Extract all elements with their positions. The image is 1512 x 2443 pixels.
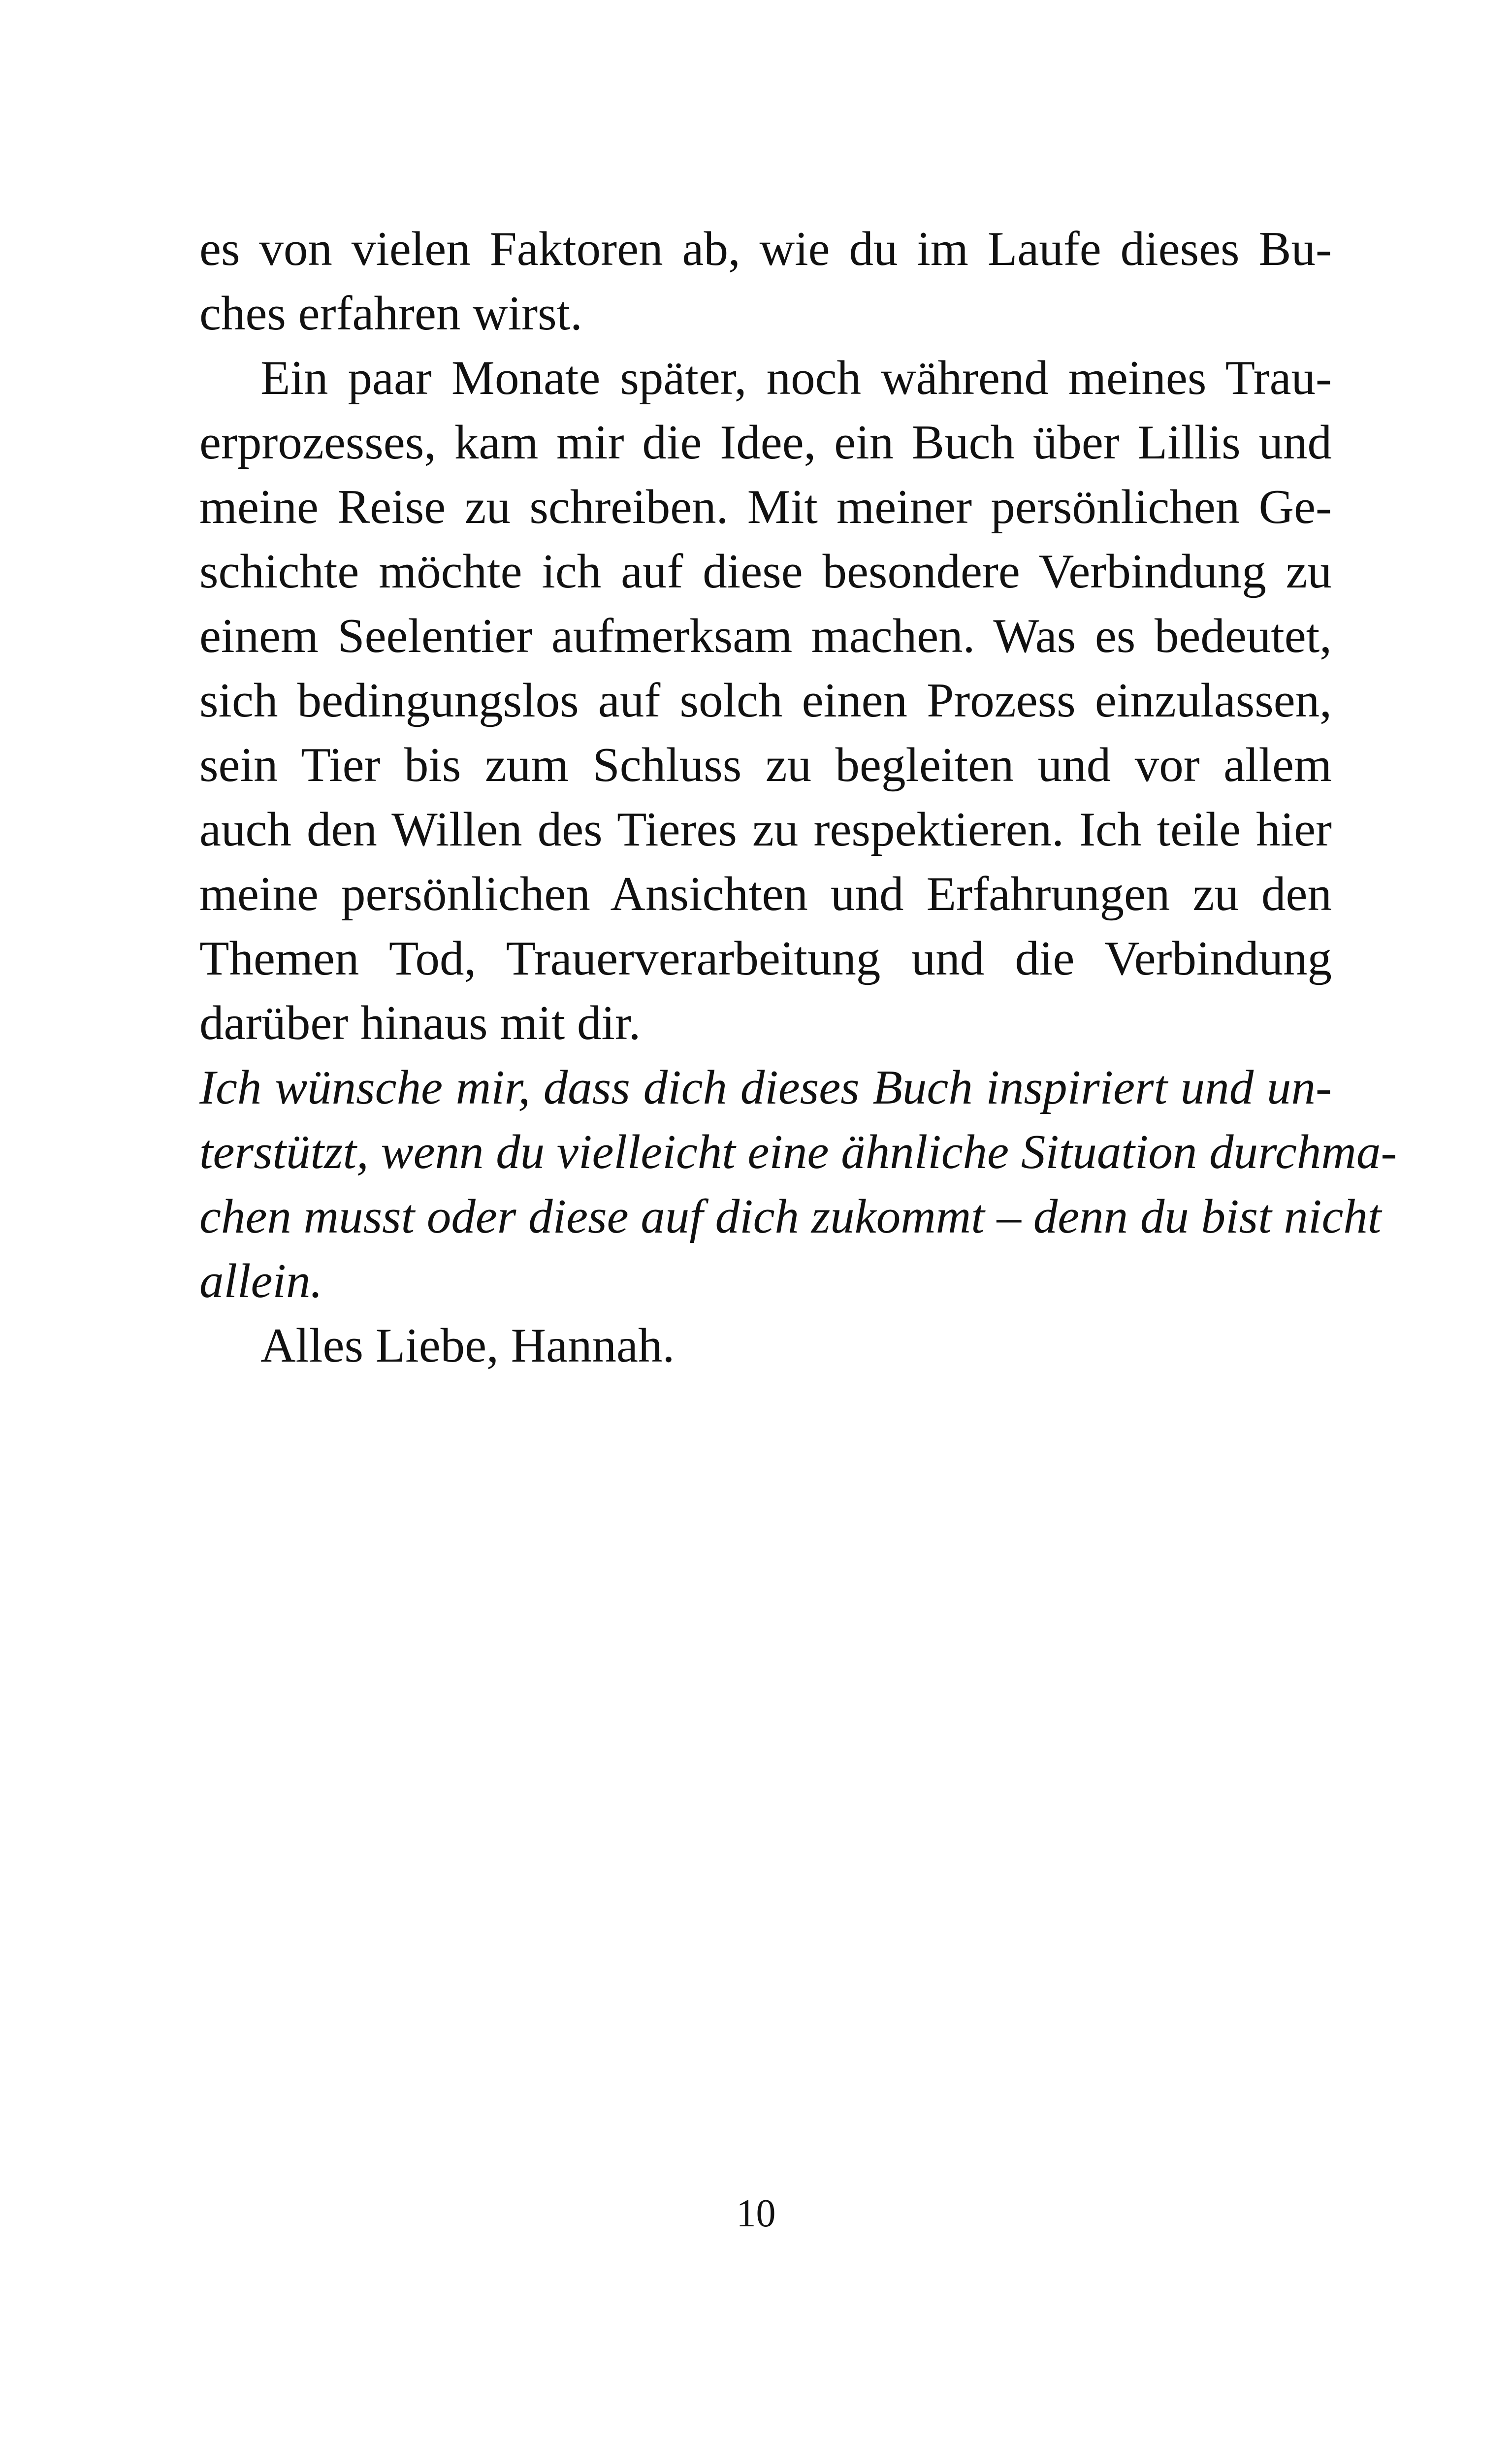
text-line: Ein paar Monate später, noch während meines Trau- <box>260 351 1332 405</box>
text-line: sich bedingungslos auf solch einen Prozess einzulassen, <box>199 674 1332 727</box>
text-line: auch den Willen des Tieres zu respektieren. Ich teile hier <box>199 803 1332 856</box>
text-line: Themen Tod, Trauerverarbeitung und die Verbindung <box>199 932 1332 985</box>
text-line: ches erfahren wirst. <box>199 287 582 340</box>
text-line: Ich wünsche mir, dass dich dieses Buch inspiriert und un- <box>199 1061 1332 1114</box>
text-line: allein. <box>199 1254 323 1308</box>
text-line: erprozesses, kam mir die Idee, ein Buch über Lillis und <box>199 416 1332 469</box>
text-line: meine persönlichen Ansichten und Erfahrungen zu den <box>199 867 1332 921</box>
paragraph-continuation <box>199 217 1332 346</box>
text-line: schichte möchte ich auf diese besondere Verbindung zu <box>199 545 1332 598</box>
text-line: terstützt, wenn du vielleicht eine ähnliche Situation durchma- <box>199 1125 1397 1179</box>
text-line: darüber hinaus mit dir. <box>199 996 641 1050</box>
paragraph-signoff <box>199 1313 1332 1378</box>
paragraph-wish-italic <box>199 1055 1397 1313</box>
text-line: chen musst oder diese auf dich zukommt – denn du bist nicht <box>199 1190 1382 1243</box>
text-line: einem Seelentier aufmerksam machen. Was es bedeutet, <box>199 609 1332 663</box>
page-body-text <box>199 217 1397 1378</box>
text-line: sein Tier bis zum Schluss zu begleiten und vor allem <box>199 738 1332 792</box>
page-number: 10 <box>736 2192 776 2235</box>
text-line: es von vielen Faktoren ab, wie du im Laufe dieses Bu- <box>199 222 1332 276</box>
paragraph-book-idea <box>199 346 1332 1055</box>
signoff-line: Alles Liebe, Hannah. <box>260 1319 675 1372</box>
text-line: meine Reise zu schreiben. Mit meiner persönlichen Ge- <box>199 480 1332 534</box>
